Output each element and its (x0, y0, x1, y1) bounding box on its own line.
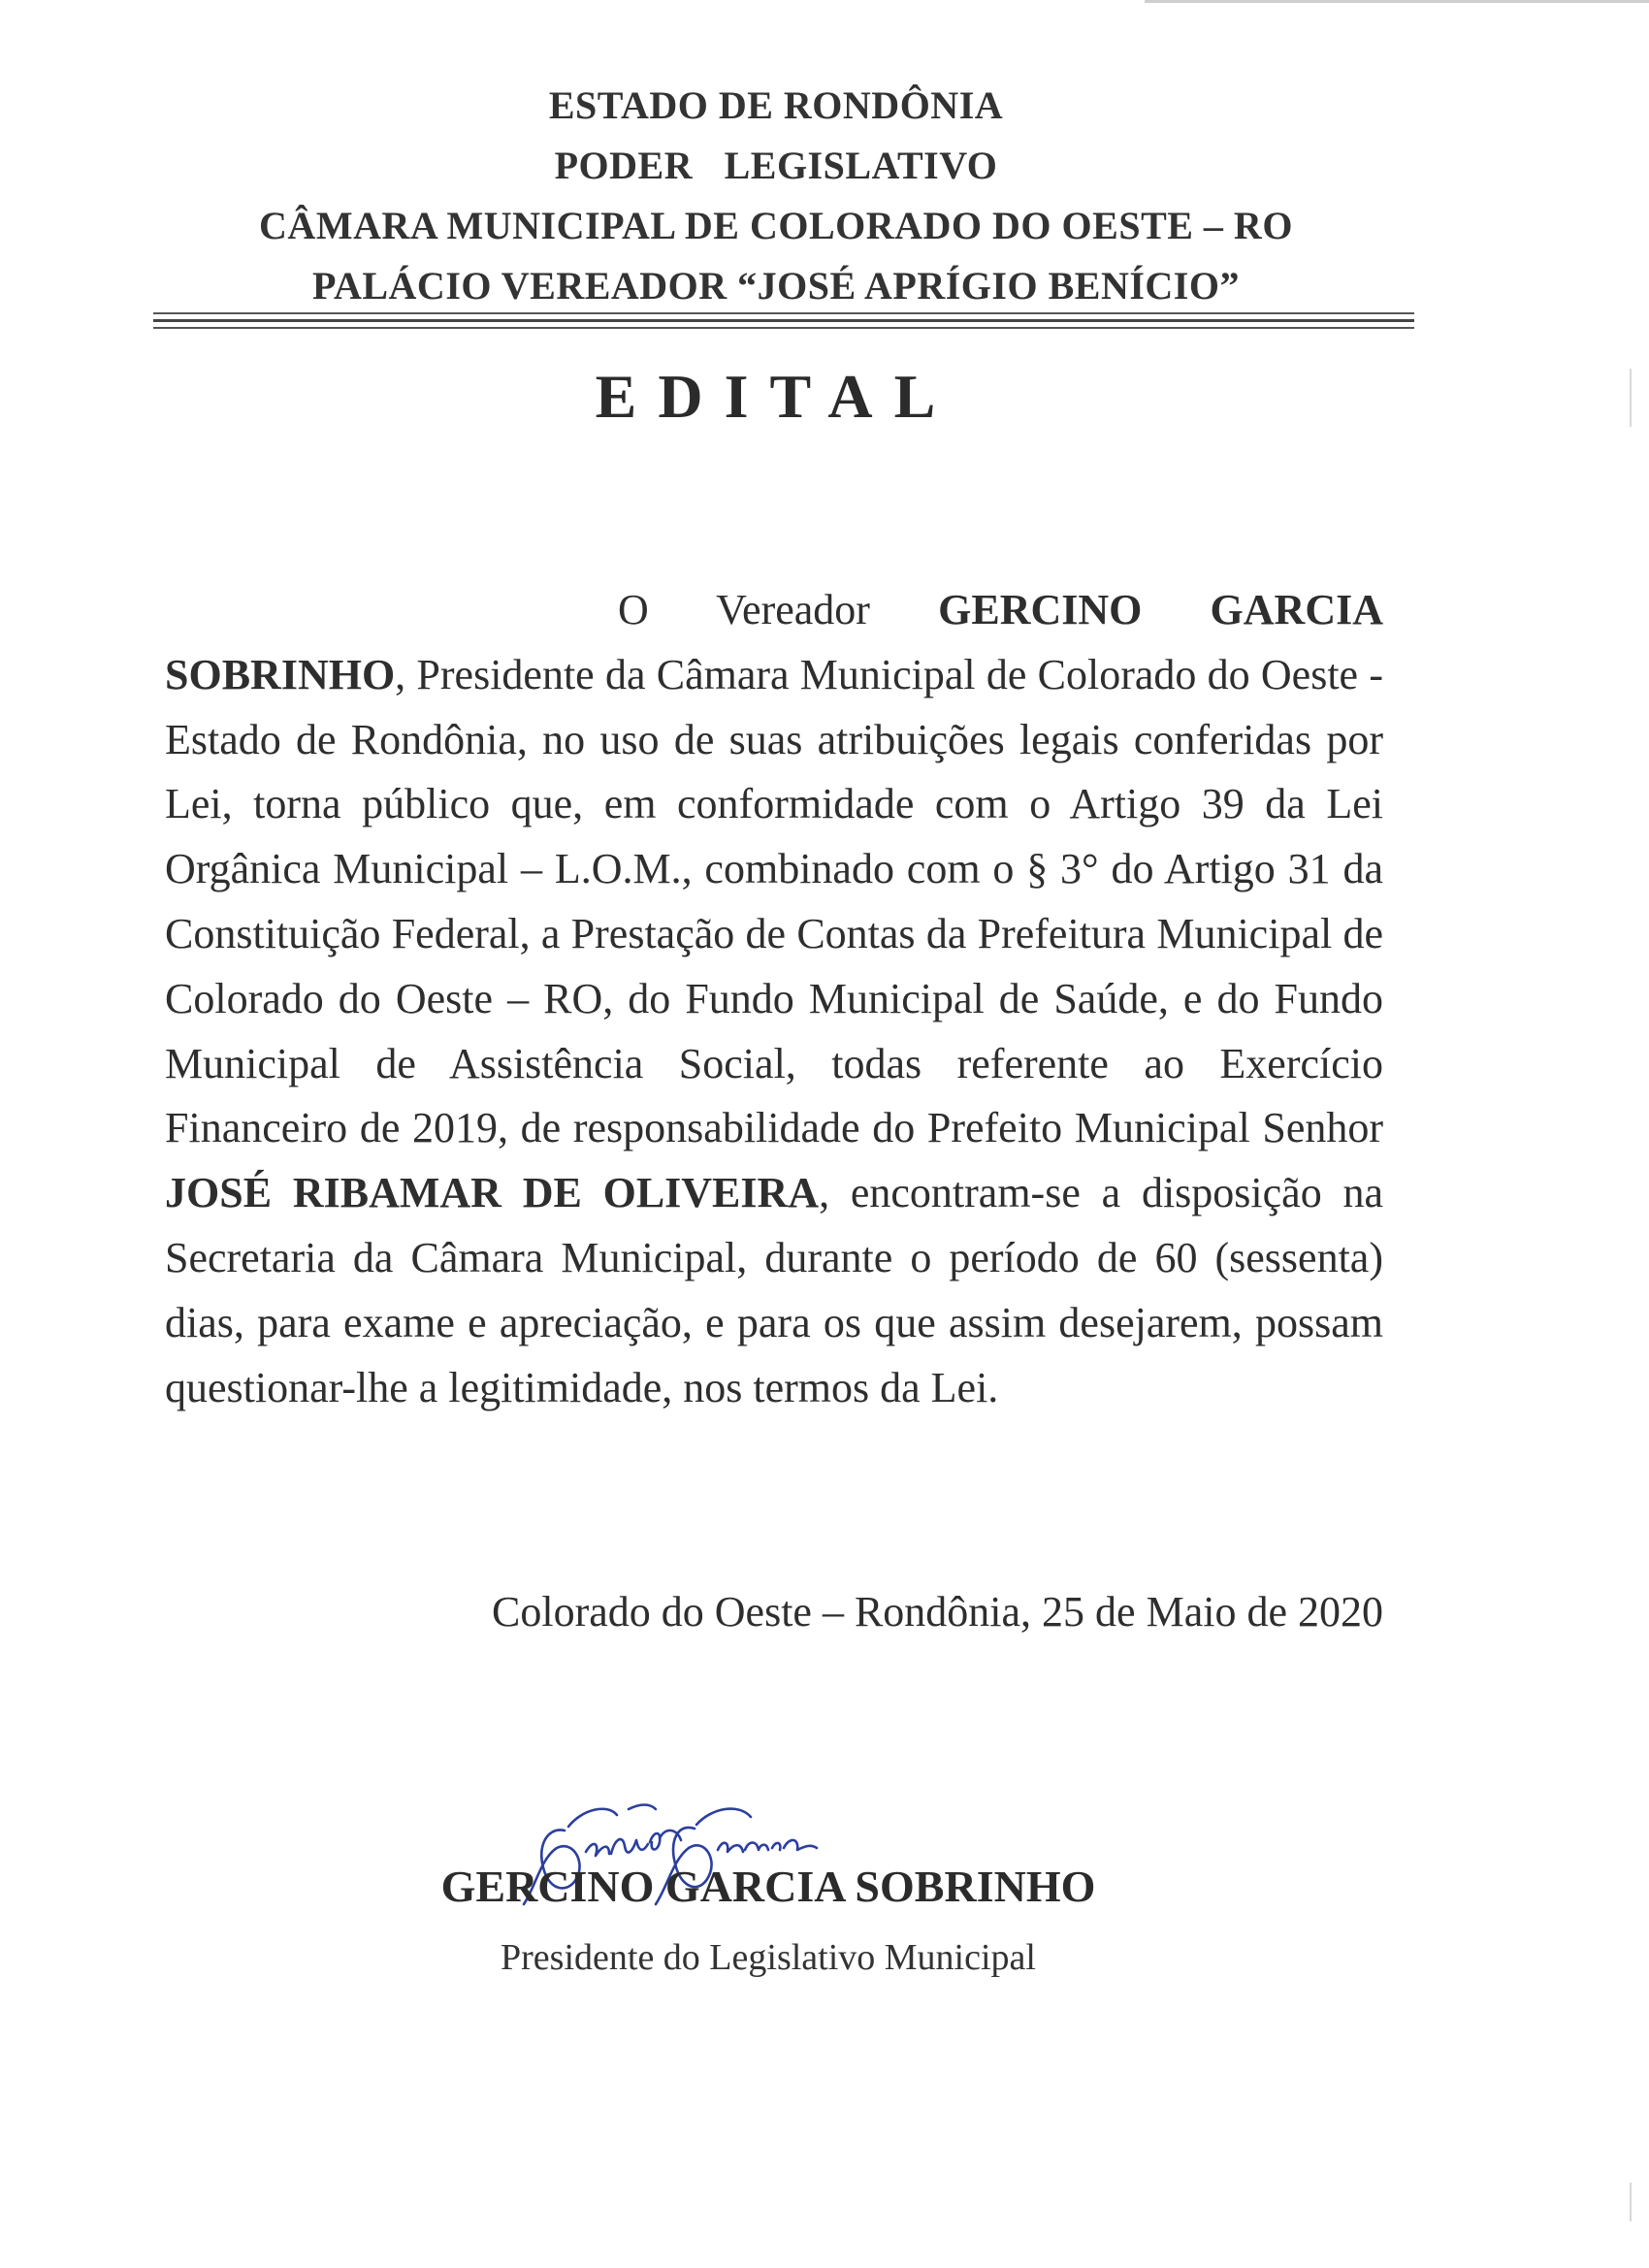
document-title: EDITAL (595, 362, 957, 431)
edital-body (165, 578, 1383, 1420)
body-intro: O Vereador (618, 586, 939, 633)
scan-mark (1630, 369, 1632, 427)
date-line: Colorado do Oeste – Rondônia, 25 de Maio de 2020 (492, 1588, 1383, 1636)
body-main: , Presidente da Câmara Municipal de Colorado do Oeste - Estado de Rondônia, no uso de suas atribuições legais conferidas por Lei, torna público que, em conformidade com o Artigo 39 da Lei Orgânica Municipal – L.O.M., combinado com o § 3° do Artigo 31 da Constituição Federal, a Prestação de Contas da Prefeitura Municipal de Colorado do Oeste – RO, do Fundo Municipal de Saúde, e do Fundo Municipal de Assistência Social, todas referente ao Exercício Financeiro de 2019, de responsabilidade do Prefeito Municipal Senhor (165, 650, 1383, 1152)
scan-mark (1630, 2183, 1632, 2221)
letterhead (0, 76, 1552, 316)
body-closing: , encontram-se a disposição na Secretaria da Câmara Municipal, durante o período de 60 (sessenta) dias, para exame e apreciação, e para os que assim desejarem, possam questionar-lhe a legitimidade, nos termos da Lei. (165, 1169, 1383, 1411)
signer-role: Presidente do Legislativo Municipal (501, 1937, 1036, 1978)
mayor-name: JOSÉ RIBAMAR DE OLIVEIRA (165, 1169, 820, 1217)
divider-line (153, 312, 1414, 314)
scan-edge (1145, 0, 1649, 3)
header-power: PODER LEGISLATIVO (554, 144, 998, 187)
signer-name: GERCINO GARCIA SOBRINHO (440, 1862, 1096, 1911)
header-divider (153, 312, 1414, 334)
header-chamber: CÂMARA MUNICIPAL DE COLORADO DO OESTE – RO (259, 204, 1293, 247)
divider-line (153, 319, 1414, 322)
header-palace: PALÁCIO VEREADOR “JOSÉ APRÍGIO BENÍCIO” (312, 264, 1240, 308)
councilor-name: GERCINO GARCIA SOBRINHO (165, 586, 1383, 698)
divider-line (153, 327, 1414, 329)
header-state: ESTADO DE RONDÔNIA (548, 83, 1004, 127)
